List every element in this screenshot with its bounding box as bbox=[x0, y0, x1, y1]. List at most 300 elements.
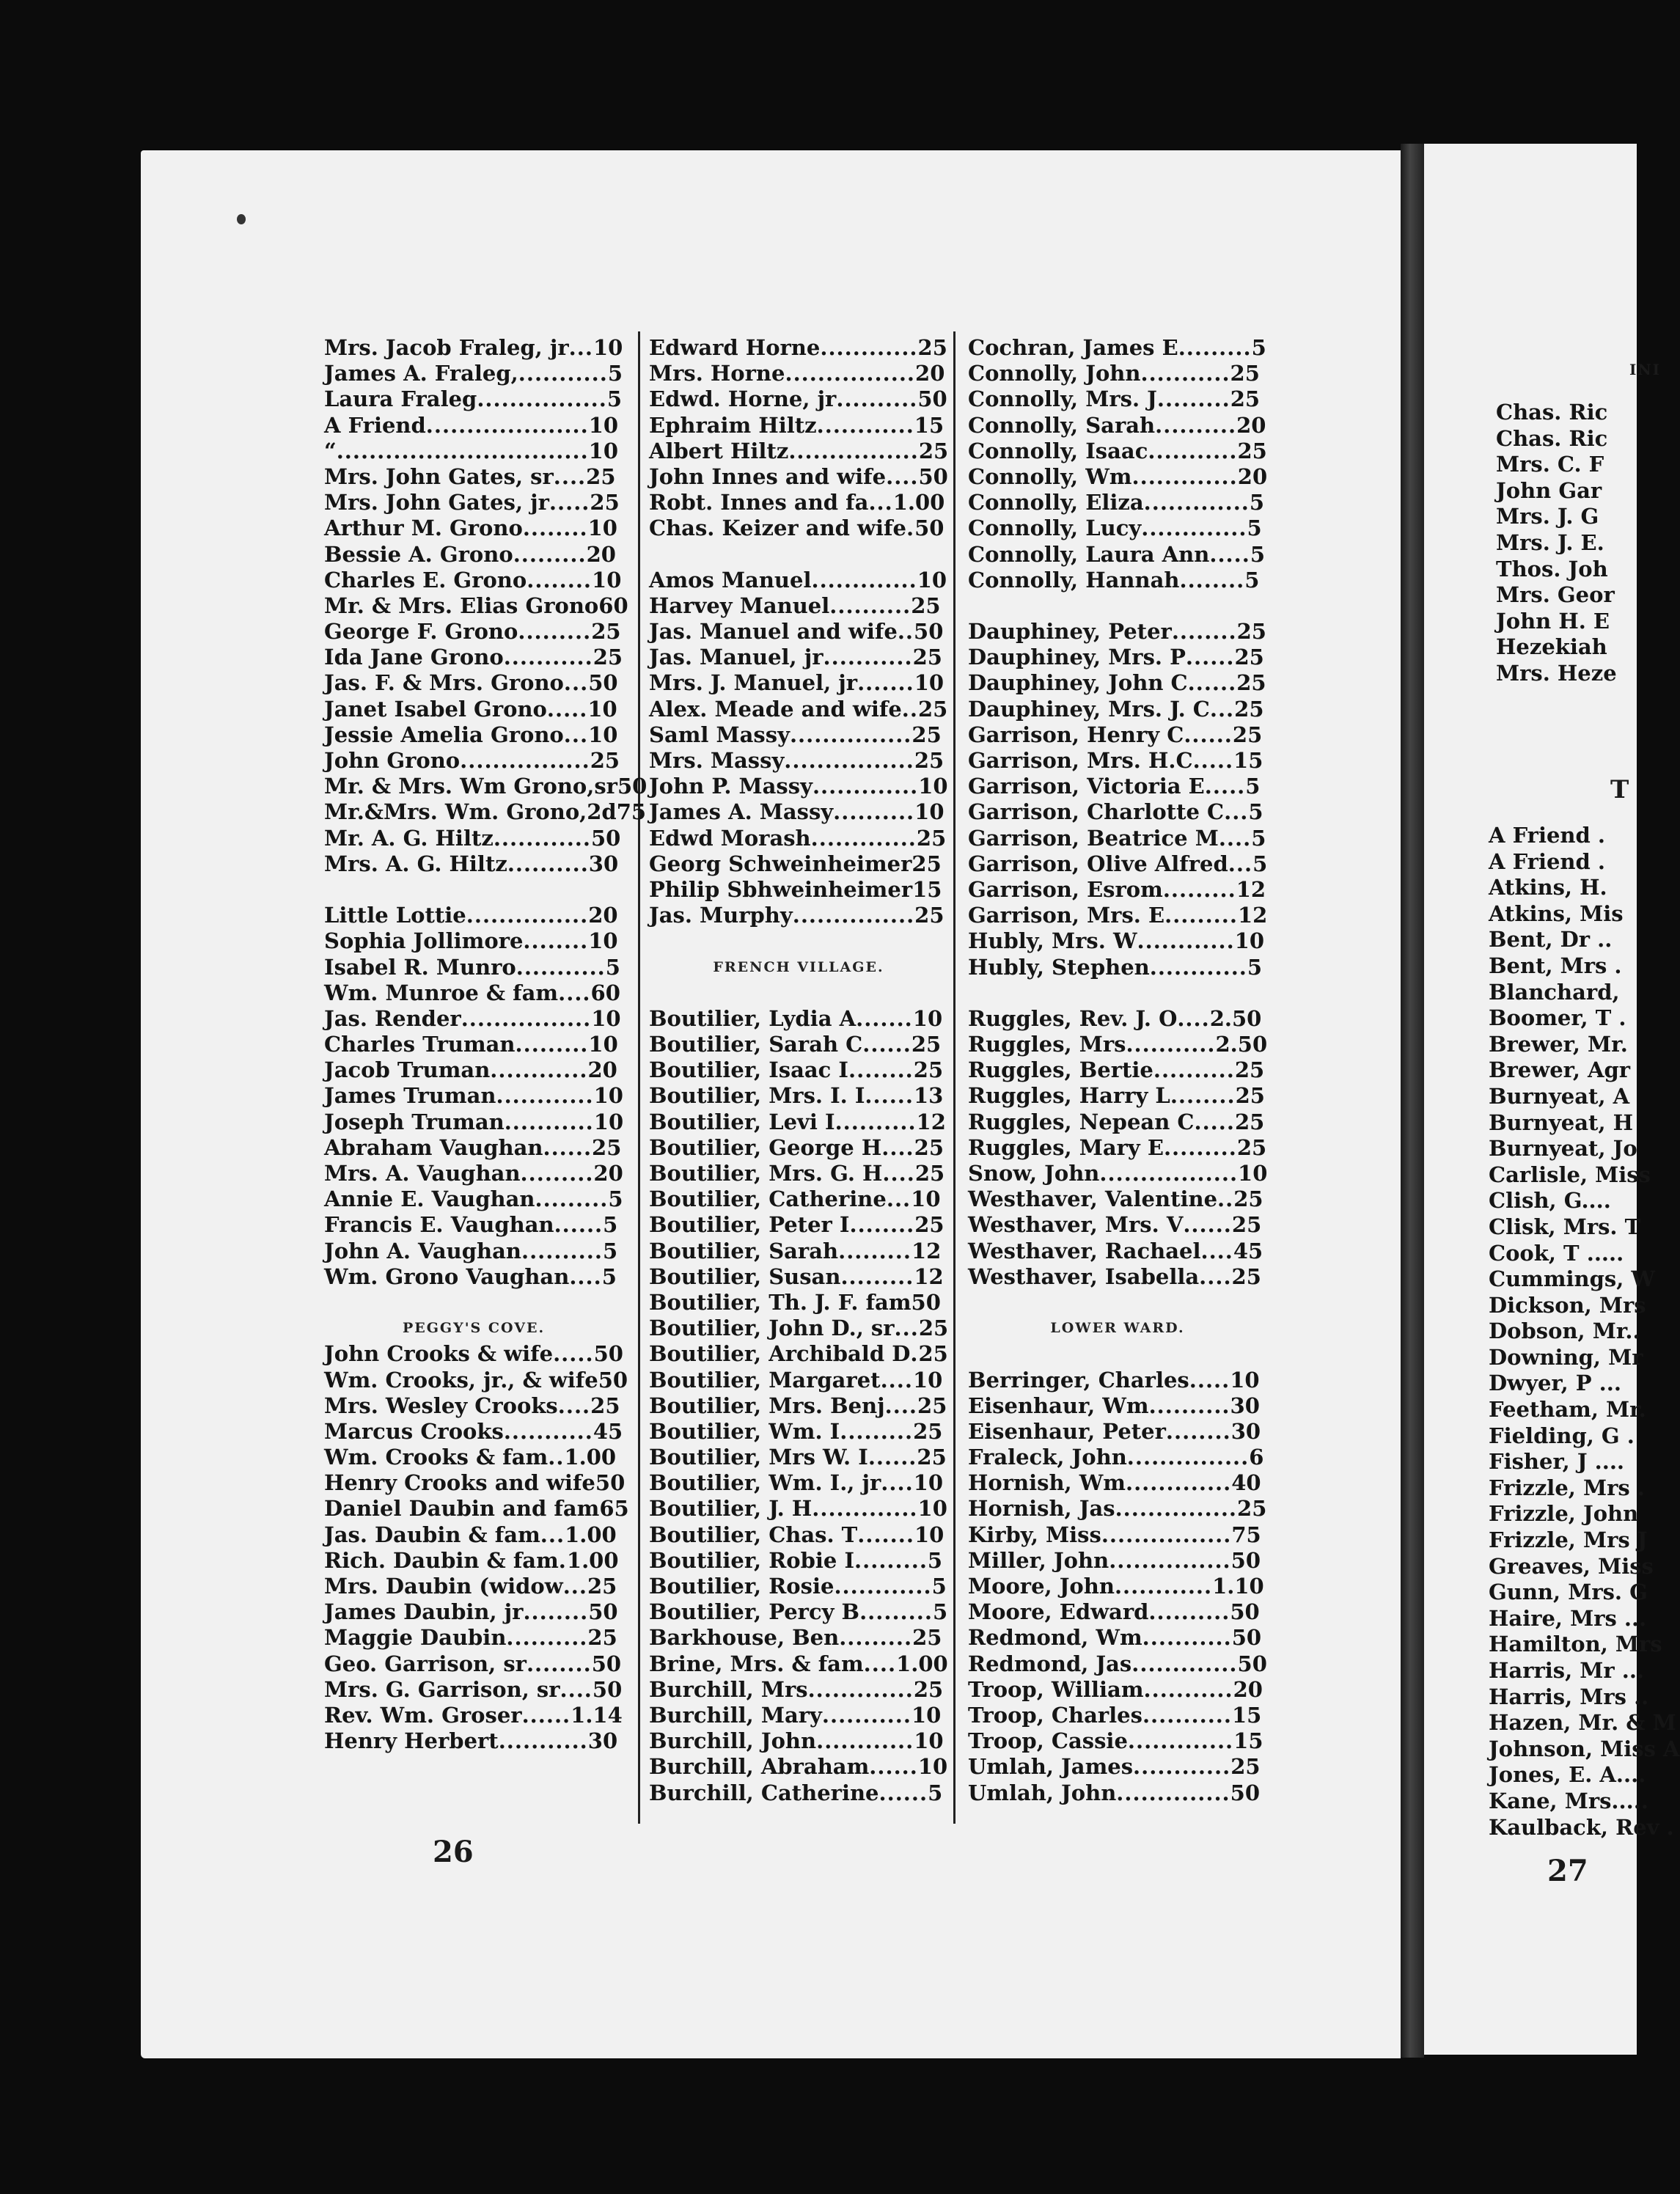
subscriber-entry bbox=[968, 1186, 1267, 1212]
right-page-entry: Burnyeat, H bbox=[1489, 1109, 1634, 1135]
subscription-amount: 1.10 bbox=[1212, 1574, 1264, 1599]
leader-dots: .... bbox=[569, 1263, 602, 1289]
subscriber-name: John Crooks & wife bbox=[324, 1341, 554, 1367]
leader-dots: ... bbox=[562, 1574, 587, 1599]
subscriber-entry bbox=[324, 1445, 623, 1470]
subscriber-entry bbox=[968, 826, 1267, 851]
spacer bbox=[324, 1290, 623, 1316]
leader-dots: ...... bbox=[878, 1780, 928, 1805]
subscriber-name: Garrison, Esrom bbox=[968, 876, 1163, 902]
subscription-amount: 25 bbox=[590, 1393, 620, 1418]
subscriber-name: Ephraim Hiltz bbox=[649, 412, 817, 438]
subscriber-entry bbox=[968, 1548, 1267, 1574]
subscriber-name: Westhaver, Valentine bbox=[968, 1186, 1218, 1212]
subscriber-name: James A. Massy bbox=[649, 799, 834, 825]
page-number-left: 26 bbox=[433, 1835, 474, 1869]
right-page-entry: Brewer, Agr bbox=[1489, 1057, 1631, 1083]
subscriber-name: Philip Sbhweinheimer bbox=[649, 876, 913, 902]
subscription-amount: 25 bbox=[914, 748, 944, 773]
subscription-amount: 25 bbox=[917, 696, 948, 722]
subscriber-name: Laura Fraleg bbox=[324, 386, 477, 412]
subscriber-entry bbox=[649, 748, 948, 774]
subscription-amount: 50 bbox=[1230, 1547, 1261, 1573]
leader-dots: ............................... bbox=[336, 438, 589, 463]
subscription-amount: 50 bbox=[1237, 1651, 1267, 1676]
subscriber-entry bbox=[968, 542, 1267, 568]
subscription-amount: 10 bbox=[588, 438, 619, 463]
subscriber-name: Jessie Amelia Grono bbox=[324, 722, 564, 747]
subscriber-name: Hubly, Mrs. W bbox=[968, 928, 1137, 954]
subscriber-entry bbox=[324, 697, 623, 722]
subscriber-entry bbox=[968, 748, 1267, 774]
subscriber-name: Boutilier, Mrs. I. I bbox=[649, 1083, 865, 1109]
subscriber-name: Garrison, Henry C bbox=[968, 722, 1184, 747]
leader-dots: ............. bbox=[810, 825, 917, 851]
leader-dots: ... bbox=[568, 335, 593, 360]
subscriber-name: Connolly, Eliza bbox=[968, 490, 1144, 516]
subscriber-entry bbox=[649, 1083, 948, 1109]
subscriber-entry bbox=[324, 1419, 623, 1445]
subscriber-entry bbox=[968, 851, 1267, 877]
right-page-entry: Mrs. Heze bbox=[1496, 660, 1617, 686]
leader-dots: ..... bbox=[1209, 541, 1250, 567]
subscriber-entry bbox=[968, 1161, 1267, 1186]
subscriber-name: Francis E. Vaughan bbox=[324, 1212, 554, 1238]
subscriber-entry bbox=[968, 670, 1267, 696]
subscriber-name: Wm. Grono Vaughan bbox=[324, 1263, 570, 1289]
leader-dots: .......... bbox=[829, 592, 911, 618]
leader-dots: ......... bbox=[518, 619, 592, 645]
subscriber-name: Daniel Daubin and fam bbox=[324, 1496, 600, 1522]
subscriber-entry bbox=[649, 1548, 948, 1574]
subscriber-entry bbox=[968, 1780, 1267, 1806]
right-page-entry: Gunn, Mrs. G bbox=[1489, 1580, 1648, 1605]
subscription-amount: 6 bbox=[1249, 1445, 1264, 1470]
subscription-amount: 5 bbox=[1248, 799, 1263, 825]
subscriber-name: Fraleck, John bbox=[968, 1445, 1127, 1470]
subscription-amount: 25 bbox=[914, 1134, 944, 1160]
subscriber-entry bbox=[968, 464, 1267, 490]
subscriber-entry bbox=[968, 1109, 1267, 1135]
subscription-amount: 5 bbox=[605, 954, 620, 980]
subscriber-entry bbox=[324, 1109, 623, 1135]
leader-dots: .... bbox=[880, 1367, 913, 1393]
subscriber-entry bbox=[968, 619, 1267, 645]
subscription-amount: 25 bbox=[592, 1134, 622, 1160]
right-page-entry: Fisher, J .... bbox=[1489, 1449, 1625, 1475]
leader-dots: ...... bbox=[1187, 670, 1237, 696]
subscriber-name: Albert Hiltz bbox=[649, 438, 789, 463]
leader-dots: ................ bbox=[1101, 1522, 1232, 1547]
leader-dots: ..... bbox=[1194, 1109, 1235, 1134]
subscriber-entry bbox=[649, 1264, 948, 1290]
subscription-amount: 10 bbox=[593, 1109, 624, 1134]
subscription-amount: 50 bbox=[918, 463, 948, 489]
leader-dots: ........... bbox=[516, 954, 606, 980]
subscriber-entry bbox=[324, 1341, 623, 1367]
subscription-amount: 10 bbox=[588, 928, 618, 954]
leader-dots: ............ bbox=[496, 1083, 594, 1109]
subscription-amount: 10 bbox=[591, 1005, 621, 1031]
leader-dots: ................ bbox=[788, 438, 919, 463]
subscriber-entry bbox=[968, 1522, 1267, 1548]
subscriber-entry bbox=[324, 1212, 623, 1238]
leader-dots: ........ bbox=[527, 567, 593, 592]
subscriber-entry bbox=[324, 928, 623, 954]
subscriber-name: Boutilier, Susan bbox=[649, 1263, 841, 1289]
leader-dots: ..... bbox=[546, 696, 588, 722]
subscription-amount: 25 bbox=[1233, 1186, 1263, 1212]
subscription-amount: 5 bbox=[927, 1547, 943, 1573]
subscriber-name: John Grono bbox=[324, 748, 461, 773]
subscription-amount: 50 bbox=[914, 619, 944, 645]
subscription-amount: 5 bbox=[1247, 954, 1263, 980]
leader-dots: .... bbox=[553, 463, 587, 489]
subscription-amount: 25 bbox=[1235, 1083, 1265, 1109]
subscriber-name: Jas. Manuel and wife bbox=[649, 619, 898, 645]
right-page-entry: Mrs. C. F bbox=[1496, 452, 1604, 477]
subscriber-name: Brine, Mrs. & fam bbox=[649, 1651, 864, 1676]
subscriber-name: Boutilier, J. H bbox=[649, 1496, 813, 1522]
subscriber-name: Boutilier, Wm. I bbox=[649, 1418, 840, 1444]
leader-dots: ........... bbox=[821, 1702, 911, 1728]
subscriber-entry bbox=[324, 645, 623, 670]
right-page-entry: Carlisle, Miss bbox=[1489, 1162, 1651, 1187]
subscription-amount: 15 bbox=[1232, 1702, 1262, 1728]
subscriber-entry bbox=[649, 1186, 948, 1212]
leader-dots: ........... bbox=[518, 361, 608, 386]
subscription-amount: 10 bbox=[912, 1367, 943, 1393]
leader-dots: ..... bbox=[1189, 1367, 1230, 1393]
right-page-entry: Downing, Mr bbox=[1489, 1344, 1643, 1370]
right-page-entry: Clisk, Mrs. T bbox=[1489, 1214, 1641, 1239]
leader-dots: ............ bbox=[1133, 1754, 1231, 1780]
leader-dots: ................ bbox=[461, 1005, 592, 1031]
subscriber-name: Boutilier, John D., sr bbox=[649, 1316, 895, 1341]
subscription-amount: 10 bbox=[592, 567, 622, 592]
leader-dots: .... bbox=[558, 980, 591, 1005]
subscriber-entry bbox=[649, 877, 948, 903]
subscription-amount: 10 bbox=[914, 670, 944, 696]
subscriber-entry bbox=[968, 722, 1267, 748]
subscription-amount: 20 bbox=[593, 1161, 623, 1186]
leader-dots: ....... bbox=[856, 1005, 913, 1031]
subscription-amount: 25 bbox=[911, 722, 942, 747]
leader-dots: ............ bbox=[493, 825, 591, 851]
right-page-entry: Greaves, Miss bbox=[1489, 1553, 1654, 1579]
subscriber-name: Garrison, Victoria E bbox=[968, 774, 1205, 799]
subscriber-entry bbox=[649, 1368, 948, 1393]
subscriber-name: Ruggles, Mary E bbox=[968, 1134, 1164, 1160]
subscription-amount: 25 bbox=[591, 619, 621, 645]
subscriber-name: Boutilier, Mrs W. I bbox=[649, 1445, 868, 1470]
right-page-entry: Johnson, Miss A bbox=[1489, 1736, 1680, 1761]
subscriber-name: Mr. A. G. Hiltz bbox=[324, 825, 494, 851]
subscription-amount: 5 bbox=[607, 361, 623, 386]
subscription-amount: 25 bbox=[917, 335, 947, 360]
subscriber-name: Mrs. Massy bbox=[649, 748, 785, 773]
leader-dots: .... bbox=[1177, 1005, 1210, 1031]
subscription-amount: 10 bbox=[588, 412, 619, 438]
subscriber-entry bbox=[324, 955, 623, 980]
leader-dots: ........ bbox=[1179, 567, 1245, 592]
right-page-entry: John H. E bbox=[1496, 608, 1610, 634]
subscription-amount: 25 bbox=[1230, 361, 1260, 386]
subscriber-entry bbox=[968, 1599, 1267, 1625]
subscription-amount: 5 bbox=[1245, 774, 1261, 799]
subscriber-name: Burchill, Abraham bbox=[649, 1754, 870, 1780]
subscription-amount: 10 bbox=[911, 1186, 941, 1212]
leader-dots: .......... bbox=[836, 386, 918, 412]
subscription-amount: 25 bbox=[1234, 1057, 1265, 1083]
subscriber-entry bbox=[968, 1470, 1267, 1496]
subscriber-name: Annie E. Vaughan bbox=[324, 1186, 535, 1212]
leader-dots: ......... bbox=[535, 1186, 609, 1212]
subscriber-name: Redmond, Wm bbox=[968, 1625, 1142, 1651]
subscriber-name: Mrs. A. Vaughan bbox=[324, 1161, 521, 1186]
leader-dots: ...... bbox=[865, 1083, 914, 1109]
subscriber-name: Boutilier, Isaac I bbox=[649, 1057, 848, 1083]
subscriber-name: Alex. Meade and wife bbox=[649, 696, 902, 722]
subscriber-name: Isabel R. Munro bbox=[324, 954, 516, 980]
leader-dots: .......... bbox=[835, 1109, 917, 1134]
subscriber-entry bbox=[649, 826, 948, 851]
subscriber-entry bbox=[968, 490, 1267, 516]
subscription-amount: 25 bbox=[913, 1418, 943, 1444]
subscriber-name: Connolly, Isaac bbox=[968, 438, 1148, 463]
subscription-amount: 15 bbox=[914, 412, 944, 438]
subscription-amount: 50 bbox=[590, 825, 621, 851]
subscriber-entry bbox=[649, 1651, 948, 1677]
leader-dots: ................ bbox=[784, 748, 914, 773]
right-page-entry: Mrs. J. G bbox=[1496, 504, 1599, 529]
leader-dots: ........ bbox=[526, 1651, 592, 1676]
subscriber-entry bbox=[968, 1728, 1267, 1754]
subscriber-entry bbox=[649, 1703, 948, 1728]
subscription-amount: 5 bbox=[928, 1780, 943, 1805]
subscriber-entry bbox=[649, 799, 948, 825]
subscriber-entry bbox=[324, 1599, 623, 1625]
subscriber-name: James Daubin, jr bbox=[324, 1599, 524, 1625]
subscriber-entry bbox=[324, 1625, 623, 1651]
subscriber-entry bbox=[649, 1780, 948, 1806]
subscriber-entry bbox=[968, 697, 1267, 722]
subscriber-entry bbox=[968, 1651, 1267, 1677]
subscription-amount: 1.00 bbox=[892, 490, 945, 516]
leader-dots: ...... bbox=[869, 1754, 918, 1780]
subscriber-name: Snow, John bbox=[968, 1161, 1100, 1186]
subscriber-name: Burchill, Mrs bbox=[649, 1676, 808, 1702]
right-page-entry: Atkins, H. bbox=[1489, 875, 1607, 900]
subscription-amount: 30 bbox=[1230, 1393, 1260, 1418]
leader-dots: ...... bbox=[1183, 1212, 1232, 1238]
subscription-amount: 2.50 bbox=[1209, 1005, 1262, 1031]
section-heading: LOWER WARD. bbox=[1050, 1320, 1185, 1337]
leader-dots: ........... bbox=[1142, 1702, 1232, 1728]
right-page-entry: Cummings, W bbox=[1489, 1266, 1656, 1292]
subscription-amount: 10 bbox=[914, 1522, 944, 1547]
leader-dots: .......... bbox=[507, 851, 589, 876]
spacer bbox=[324, 877, 623, 903]
subscriber-entry bbox=[649, 1290, 948, 1316]
subscriber-name: Ruggles, Nepean C bbox=[968, 1109, 1195, 1134]
subscription-amount: 10 bbox=[1234, 928, 1265, 954]
leader-dots: ................. bbox=[1099, 1161, 1239, 1186]
subscriber-entry bbox=[968, 1754, 1267, 1780]
leader-dots: .......... bbox=[1148, 1393, 1230, 1418]
subscriber-name: Garrison, Charlotte C bbox=[968, 799, 1225, 825]
subscriber-name: Boutilier, Rosie bbox=[649, 1574, 835, 1599]
subscriber-name: Harvey Manuel bbox=[649, 592, 830, 618]
right-page-heading: INI bbox=[1629, 361, 1661, 378]
leader-dots: ......... bbox=[839, 1625, 913, 1651]
subscriber-entry bbox=[649, 439, 948, 464]
subscriber-name: Boutilier, Lydia A bbox=[649, 1005, 856, 1031]
leader-dots: ......... bbox=[1163, 1134, 1237, 1160]
subscriber-entry bbox=[324, 722, 623, 748]
subscriber-name: John P. Massy bbox=[649, 774, 813, 799]
subscriber-name: Moore, Edward bbox=[968, 1599, 1149, 1625]
leader-dots: ......... bbox=[840, 1263, 914, 1289]
subscription-amount: 10 bbox=[917, 1754, 948, 1780]
subscriber-entry bbox=[324, 1135, 623, 1161]
subscriber-entry bbox=[324, 335, 623, 361]
subscriber-name: Maggie Daubin bbox=[324, 1625, 507, 1651]
right-page-entry: Hazen, Mr. & M bbox=[1489, 1710, 1676, 1736]
subscription-amount: 25 bbox=[1230, 1754, 1261, 1780]
leader-dots: ......... bbox=[1178, 335, 1252, 360]
subscriber-entry bbox=[324, 1651, 623, 1677]
subscriber-name: Connolly, Mrs. J bbox=[968, 386, 1157, 412]
subscription-amount: 2.50 bbox=[1215, 1032, 1268, 1057]
right-page-entry: Clish, G.... bbox=[1489, 1188, 1611, 1214]
subscriber-column-3 bbox=[968, 335, 1267, 1806]
leader-dots: ............ bbox=[834, 1574, 932, 1599]
subscription-amount: 10 bbox=[917, 567, 947, 592]
subscriber-entry bbox=[649, 1109, 948, 1135]
spacer bbox=[968, 980, 1267, 1006]
subscriber-entry bbox=[649, 1239, 948, 1264]
spacer bbox=[649, 542, 948, 568]
right-page-entry: Fielding, G . bbox=[1489, 1423, 1635, 1448]
subscription-amount: 50 bbox=[914, 516, 944, 541]
subscriber-name: Connolly, John bbox=[968, 361, 1141, 386]
leader-dots: .......... bbox=[1148, 1599, 1230, 1625]
subscription-amount: 25 bbox=[918, 438, 949, 463]
right-page-section-heading: T bbox=[1610, 775, 1629, 804]
leader-dots: .... bbox=[884, 1393, 918, 1418]
subscriber-name: Troop, Charles bbox=[968, 1702, 1142, 1728]
subscription-amount: 25 bbox=[912, 1625, 942, 1651]
subscriber-name: Eisenhaur, Wm bbox=[968, 1393, 1149, 1418]
subscriber-entry bbox=[968, 1625, 1267, 1651]
leader-dots: .. bbox=[1217, 1186, 1234, 1212]
subscription-amount: 50 bbox=[1230, 1780, 1261, 1805]
subscriber-entry bbox=[324, 542, 623, 568]
subscriber-entry bbox=[649, 516, 948, 541]
leader-dots: ......... bbox=[859, 1599, 933, 1625]
subscription-amount: 45 bbox=[1233, 1238, 1263, 1263]
subscriber-name: Westhaver, Isabella bbox=[968, 1263, 1200, 1289]
subscription-amount: 10 bbox=[593, 335, 623, 360]
subscription-amount: 60 bbox=[598, 592, 628, 618]
leader-dots: ....... bbox=[857, 1522, 914, 1547]
subscriber-entry bbox=[968, 1574, 1267, 1599]
right-page-entry: Bent, Mrs . bbox=[1489, 953, 1622, 978]
right-page-entry: Frizzle, Mrs . bbox=[1489, 1475, 1645, 1500]
subscription-amount: 5 bbox=[931, 1574, 947, 1599]
subscriber-entry bbox=[649, 697, 948, 722]
subscriber-name: Burchill, Mary bbox=[649, 1702, 822, 1728]
right-page-entry: Chas. Ric bbox=[1496, 425, 1608, 451]
subscriber-entry bbox=[968, 1032, 1267, 1057]
leader-dots: ............... bbox=[466, 903, 589, 928]
subscriber-name: Dauphiney, Mrs. P bbox=[968, 645, 1186, 670]
subscription-amount: 25 bbox=[911, 851, 942, 876]
subscription-amount: 5 bbox=[606, 386, 623, 412]
subscription-amount: 10 bbox=[913, 1470, 944, 1496]
leader-dots: . bbox=[906, 516, 915, 541]
leader-dots: ........ bbox=[1165, 1418, 1231, 1444]
column-rule bbox=[638, 331, 640, 1824]
subscriber-entry bbox=[649, 413, 948, 439]
subscriber-name: Garrison, Olive Alfred bbox=[968, 851, 1228, 876]
subscriber-entry bbox=[324, 980, 623, 1006]
subscriber-name: Rev. Wm. Groser bbox=[324, 1702, 522, 1728]
leader-dots: ......... bbox=[513, 541, 587, 567]
leader-dots: ......... bbox=[1162, 876, 1236, 902]
leader-dots: ........ bbox=[848, 1057, 914, 1083]
subscription-amount: 10 bbox=[588, 1032, 618, 1057]
subscriber-name: Charles E. Grono bbox=[324, 567, 527, 592]
page-number-right: 27 bbox=[1547, 1854, 1588, 1888]
subscription-amount: 25 bbox=[587, 1625, 617, 1651]
leader-dots: ...... bbox=[862, 1032, 911, 1057]
subscription-amount: 10 bbox=[911, 1702, 942, 1728]
subscription-amount: 50 bbox=[1230, 1599, 1260, 1625]
subscriber-name: Troop, William bbox=[968, 1676, 1144, 1702]
leader-dots: ...... bbox=[1184, 722, 1233, 747]
subscription-amount: 25 bbox=[587, 1574, 617, 1599]
leader-dots: ..... bbox=[549, 490, 590, 516]
subscription-amount: 40 bbox=[1231, 1470, 1261, 1496]
leader-dots: ............ bbox=[816, 412, 914, 438]
subscriber-entry bbox=[649, 1161, 948, 1186]
subscriber-name: Mr. & Mrs. Wm Grono,sr bbox=[324, 774, 617, 799]
subscriber-name: Boutilier, Percy B bbox=[649, 1599, 860, 1625]
subscription-amount: 25 bbox=[914, 903, 944, 928]
subscriber-name: Connolly, Sarah bbox=[968, 412, 1156, 438]
subscriber-entry bbox=[324, 1470, 626, 1496]
subscriber-name: “ bbox=[324, 438, 337, 463]
ink-speck bbox=[237, 214, 246, 224]
leader-dots: ............. bbox=[1127, 1728, 1234, 1754]
leader-dots: ............... bbox=[792, 903, 915, 928]
leader-dots: .... bbox=[1218, 825, 1252, 851]
subscription-amount: 15 bbox=[912, 876, 942, 902]
subscriber-entry bbox=[649, 1728, 948, 1754]
subscriber-entry bbox=[968, 1264, 1267, 1290]
subscriber-name: Mrs. Wesley Crooks bbox=[324, 1393, 558, 1418]
subscriber-name: Boutilier, Margaret bbox=[649, 1367, 881, 1393]
subscriber-entry bbox=[324, 1728, 623, 1754]
subscription-amount: 5 bbox=[602, 1238, 618, 1263]
subscription-amount: 25 bbox=[918, 1316, 949, 1341]
subscription-amount: 25 bbox=[1234, 1109, 1265, 1134]
subscriber-entry bbox=[968, 1419, 1267, 1445]
subscriber-entry bbox=[649, 335, 948, 361]
subscriber-entry bbox=[324, 748, 623, 774]
